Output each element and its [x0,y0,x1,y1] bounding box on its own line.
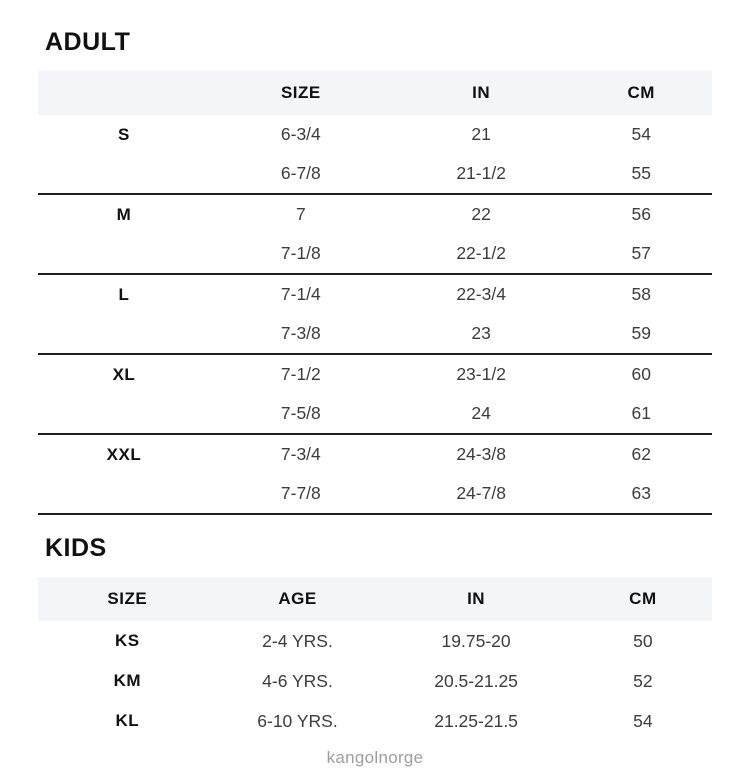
size-group-label: S [118,124,130,144]
cm-cell: 50 [633,630,653,651]
size-cell: 7-1/4 [280,284,321,304]
in-cell: 24-3/8 [456,444,506,464]
size-cell: 7-5/8 [210,394,392,434]
cm-cell: 55 [570,154,712,194]
kids-size-label: KM [113,671,142,690]
in-cell: 22-3/4 [456,284,506,304]
size-group-label: XXL [106,444,142,464]
adult-header-row [38,71,712,115]
in-cell: 20.5-21.25 [434,670,518,691]
table-row [38,621,712,661]
size-cell: 7-1/8 [210,234,392,274]
kids-header-size: SIZE [107,589,148,608]
adult-section-title: ADULT [45,28,131,56]
table-row [38,274,712,314]
cm-cell: 56 [631,204,651,224]
in-cell: 19.75-20 [441,630,511,651]
in-cell: 21 [471,124,491,144]
size-group-label [38,474,210,514]
cm-cell: 54 [633,710,653,731]
table-row [38,314,712,354]
cm-cell: 62 [631,444,651,464]
size-cell: 7-3/8 [210,314,392,354]
table-row [38,354,712,394]
cm-cell: 52 [633,670,653,691]
size-cell: 7-7/8 [210,474,392,514]
in-cell: 22 [471,204,491,224]
adult-header-size: SIZE [280,83,321,102]
size-group-label [38,154,210,194]
size-cell: 6-7/8 [210,154,392,194]
size-group-label [38,394,210,434]
table-row [38,474,712,514]
size-group-label: M [116,204,132,224]
age-cell: 6-10 YRS. [257,710,338,731]
in-cell: 21-1/2 [392,154,571,194]
in-cell: 21.25-21.5 [434,710,518,731]
in-cell: 24-7/8 [392,474,571,514]
in-cell: 23-1/2 [456,364,506,384]
size-group-label [38,234,210,274]
size-cell: 6-3/4 [280,124,321,144]
table-row [38,115,712,154]
size-cell: 7 [295,204,306,224]
size-group-label: XL [112,364,136,384]
kids-header-age: AGE [278,589,317,608]
table-row [38,394,712,434]
size-group-label: L [118,284,130,304]
brand-watermark: kangolnorge [326,748,424,767]
in-cell: 24 [392,394,571,434]
cm-cell: 58 [631,284,651,304]
cm-cell: 63 [570,474,712,514]
kids-header-in: IN [467,589,486,608]
table-row [38,661,712,701]
kids-header-row [38,577,712,621]
adult-header-in: IN [472,83,491,102]
table-row [38,154,712,194]
cm-cell: 59 [570,314,712,354]
table-row [38,194,712,234]
in-cell: 23 [392,314,571,354]
kids-size-table [38,577,712,741]
kids-section-title: KIDS [45,534,107,562]
age-cell: 4-6 YRS. [262,670,333,691]
kids-size-label: KL [115,711,140,730]
age-cell: 2-4 YRS. [262,630,333,651]
adult-header-cm: CM [627,83,655,102]
kids-size-label: KS [114,631,140,650]
cm-cell: 54 [631,124,651,144]
cm-cell: 57 [570,234,712,274]
kids-header-cm: CM [629,589,657,608]
size-group-label [38,314,210,354]
size-cell: 7-1/2 [280,364,321,384]
cm-cell: 60 [631,364,651,384]
table-row [38,434,712,474]
table-row [38,234,712,274]
adult-header-blank [38,71,210,115]
in-cell: 22-1/2 [392,234,571,274]
adult-size-table [38,71,712,515]
size-cell: 7-3/4 [280,444,321,464]
cm-cell: 61 [570,394,712,434]
table-row [38,701,712,741]
